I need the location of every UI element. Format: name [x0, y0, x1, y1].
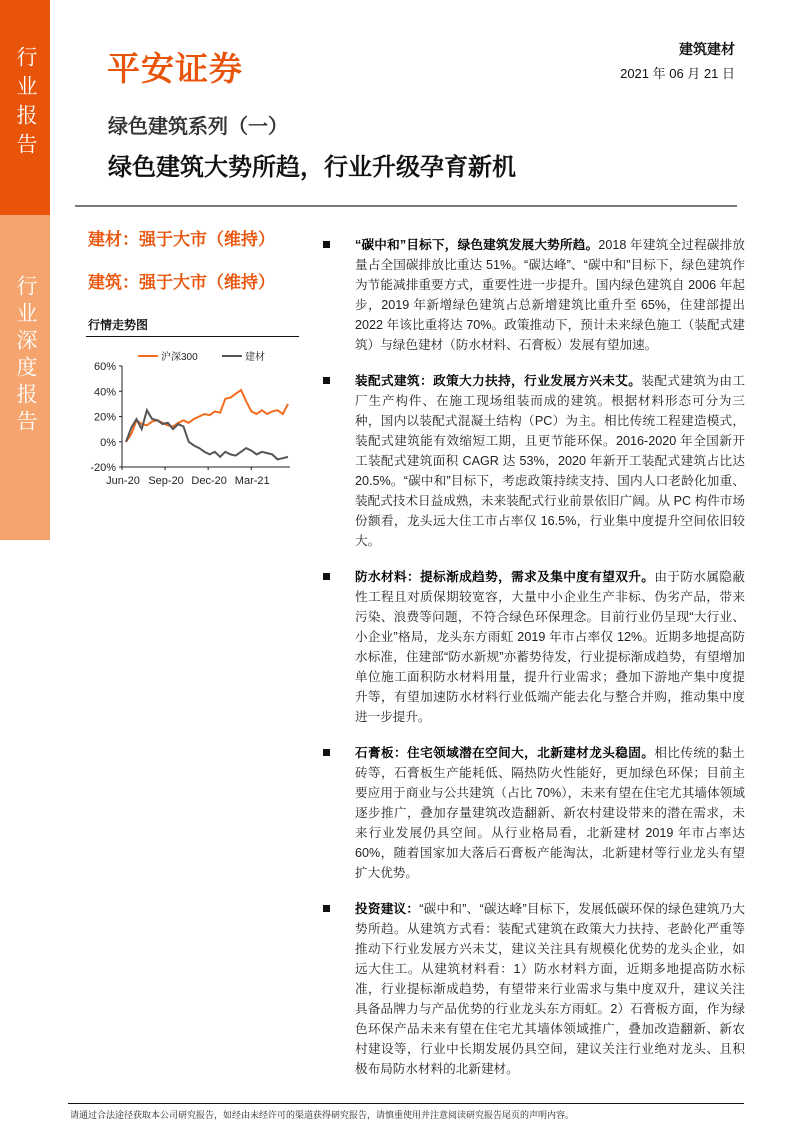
- rating-building-materials: 建材：强于大市（维持）: [88, 230, 275, 249]
- series-title: 绿色建筑系列（一）: [108, 116, 288, 138]
- bullet-square-icon: [323, 905, 330, 912]
- y-tick-label: 0%: [100, 436, 116, 449]
- bullet-paragraph: [323, 371, 745, 551]
- x-tick-label: Jun-20: [106, 475, 140, 487]
- rating-construction: 建筑：强于大市（维持）: [88, 273, 275, 292]
- footer-disclaimer: 请通过合法途径获取本公司研究报告，如经由未经许可的渠道获得研究报告，请慎重使用并注意阅读研究报告尾页的声明内容。: [70, 1110, 575, 1120]
- market-trend-chart: [80, 345, 300, 495]
- chart-title-rule: [86, 336, 299, 337]
- x-tick-label: Mar-21: [234, 475, 270, 487]
- sidebar-report-subtype: 行业深度报告: [0, 215, 50, 540]
- y-tick-label: 60%: [93, 361, 116, 373]
- y-tick-label: 40%: [93, 386, 116, 399]
- paragraph-body: 装配式建筑为由工厂生产构件、在施工现场组装而成的建筑。根据材料形态可分为三种，国内以装配式混凝土结构（PC）为主。相比传统工程建造模式，装配式建筑能有效缩短工期，且更节能环保。2016-2020 年全国新开工装配式建筑面积 CAGR 达 53%，2020 年新开工装配式建筑占比达 20.5%。“碳中和”目标下，考虑政策持续支持、国内人口老龄化加重、装配式技术日益成熟，未来装配式行业前景依旧广阔。从 PC 构件市场份额看，龙头远大住工市占率仅 16.5%，行业集中度提升空间依旧较大。: [355, 374, 746, 548]
- bullet-paragraph: [323, 567, 745, 727]
- header-divider: [75, 205, 737, 207]
- page-title: 绿色建筑大势所趋，行业升级孕育新机: [108, 154, 516, 181]
- legend-label: 建材: [245, 352, 265, 363]
- bullet-square-icon: [323, 749, 330, 756]
- paragraph-heading: 石膏板：住宅领域潜在空间大，北新建材龙头稳固。: [355, 746, 655, 760]
- report-body: [323, 235, 745, 1095]
- bullet-square-icon: [323, 241, 330, 248]
- y-tick-label: 20%: [93, 411, 116, 424]
- bullet-square-icon: [323, 573, 330, 580]
- bullet-paragraph: [323, 235, 745, 355]
- paragraph-heading: “碳中和”目标下，绿色建筑发展大势所趋。: [355, 238, 599, 252]
- sector-label: 建筑建材: [679, 41, 735, 57]
- paragraph-body: 2018 年建筑全过程碳排放量占全国碳排放比重达 51%。“碳达峰”、“碳中和”目标下，绿色建筑作为节能减排重要方式，重要性进一步提升。国内绿色建筑自 2006 年起步，2019 年新增绿色建筑占总新增建筑比重升至 65%，住建部提出 2022 年该比重将达 70%。政策推动下，预计未来绿色施工（装配式建筑）与绿色建材（防水材料、石膏板）发展有望加速。: [355, 238, 746, 352]
- series-line-1: [126, 410, 288, 459]
- company-logo: 平安证券: [107, 50, 243, 87]
- paragraph-heading: 装配式建筑：政策大力扶持，行业发展方兴未艾。: [355, 374, 642, 388]
- y-tick-label: -20%: [90, 462, 116, 474]
- paragraph-body: 相比传统的黏土砖等，石膏板生产能耗低、隔热防火性能好，更加绿色环保；目前主要应用于商业与公共建筑（占比 70%），未来有望在住宅尤其墙体领域逐步推广，叠加存量建筑改造翻新、新农村建设带来的潜在需求，未来行业发展仍具空间。从行业格局看，北新建材 2019 年市占率达 60%，随着国家加大落后石膏板产能淘汰，北新建材等行业龙头有望扩大优势。: [355, 746, 746, 880]
- chart-title: 行情走势图: [88, 318, 149, 332]
- bullet-paragraph: [323, 899, 745, 1079]
- report-date: 2021 年 06 月 21 日: [620, 66, 735, 81]
- paragraph-heading: 防水材料：提标渐成趋势，需求及集中度有望双升。: [355, 570, 655, 584]
- paragraph-body: 由于防水属隐蔽性工程且对质保期较宽容，大量中小企业生产非标、伪劣产品，带来污染、浪费等问题，不符合绿色环保理念。目前行业仍呈现“大行业、小企业”格局，龙头东方雨虹 2019 年市占率仅 12%。近期多地提高防水标准，住建部“防水新规”亦蓄势待发，行业提标渐成趋势，有望增加单位施工面积防水材料用量，提升行业需求；叠加下游地产集中度提升等，有望加速防水材料行业低端产能去化与整合并购，推动集中度进一步提升。: [355, 570, 746, 724]
- x-tick-label: Sep-20: [148, 475, 184, 487]
- sidebar-report-type: 行业报告: [0, 0, 50, 215]
- bullet-square-icon: [323, 377, 330, 384]
- x-tick-label: Dec-20: [191, 475, 227, 487]
- legend-label: 沪深300: [161, 352, 198, 363]
- footer-divider: [68, 1103, 744, 1104]
- bullet-paragraph: [323, 743, 745, 883]
- paragraph-body: “碳中和”、“碳达峰”目标下，发展低碳环保的绿色建筑乃大势所趋。从建筑方式看：装配式建筑在政策大力扶持、老龄化严重等推动下行业发展方兴未艾，建议关注具有规模化优势的龙头企业，如远大住工。从建筑材料看：1）防水材料方面，近期多地提高防水标准，行业提标渐成趋势，有望带来行业需求与集中度双升，建议关注具备品牌力与产品优势的行业龙头东方雨虹。2）石膏板方面，作为绿色环保产品未来有望在住宅尤其墙体领域推广，叠加改造翻新、新农村建设等，行业中长期发展仍具空间，建议关注行业绝对龙头、且积极布局防水材料的北新建材。: [355, 902, 745, 1076]
- paragraph-heading: 投资建议：: [355, 902, 420, 916]
